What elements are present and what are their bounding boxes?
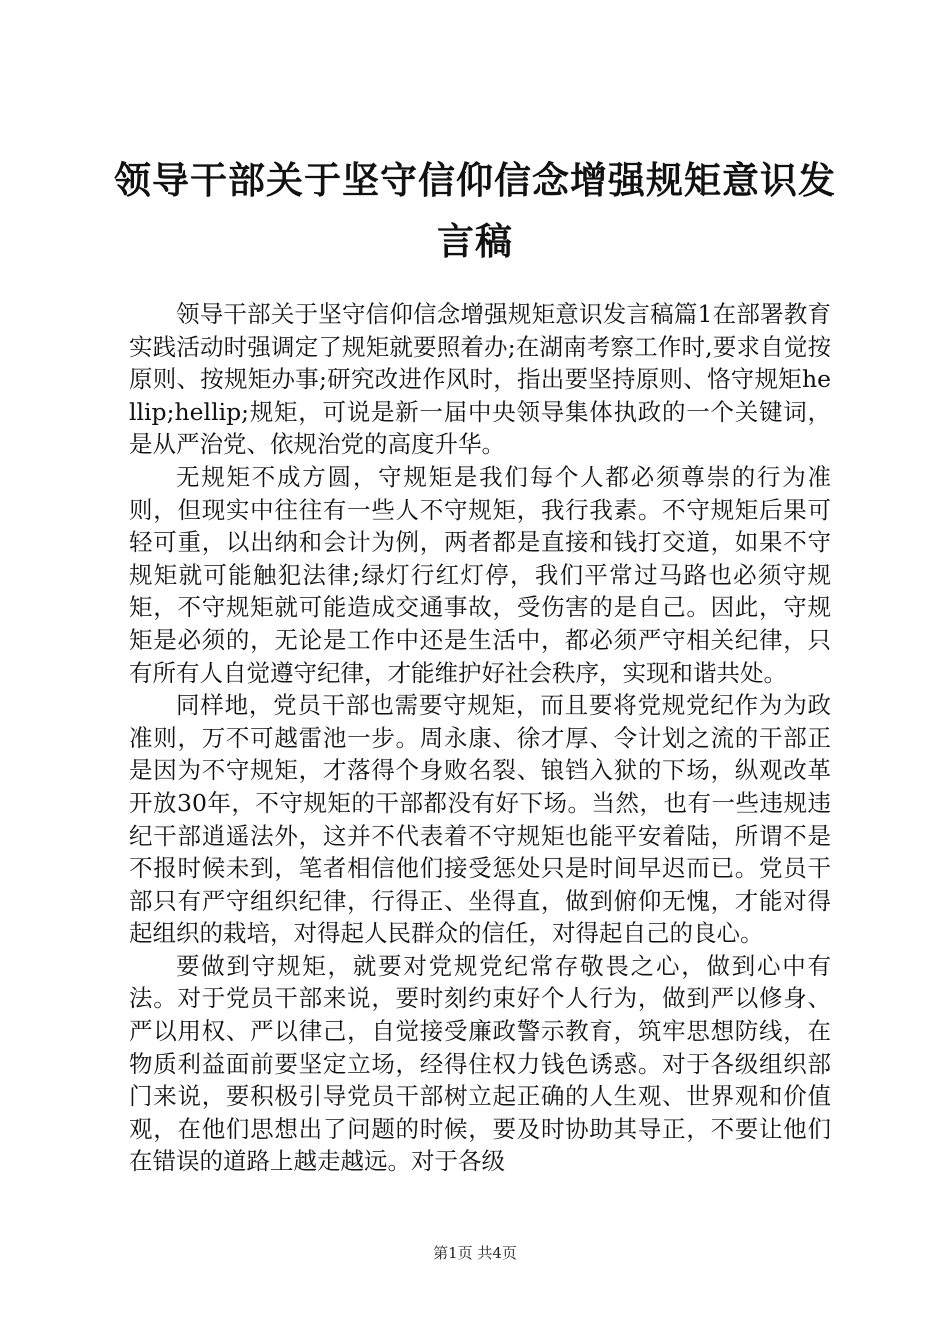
paragraph-1: 领导干部关于坚守信仰信念增强规矩意识发言稿篇1在部署教育实践活动时强调定了规矩就要照着办;在湖南考察工作时,要求自觉按原则、按规矩办事;研究改进作风时，指出要坚持原则、恪守规矩hellip;hellip;规矩，可说是新一届中央领导集体执政的一个关键词，是从严治党、依规治党的高度升华。 — [129, 300, 831, 459]
document-body — [129, 298, 831, 1178]
document-title: 领导干部关于坚守信仰信念增强规矩意识发言稿 — [114, 158, 836, 263]
page-number-footer: 第1页 共4页 — [433, 1244, 517, 1262]
paragraph-3: 同样地，党员干部也需要守规矩，而且要将党规党纪作为为政准则，万不可越雷池一步。周永康、徐才厚、令计划之流的干部正是因为不守规矩，才落得个身败名裂、锒铛入狱的下场，纵观改革开放30年，不守规矩的干部都没有好下场。当然，也有一些违规违纪干部逍遥法外，这并不代表着不守规矩也能平安着陆，所谓不是不报时候未到，笔者相信他们接受惩处只是时间早迟而已。党员干部只有严守组织纪律，行得正、坐得直，做到俯仰无愧，才能对得起组织的栽培，对得起人民群众的信任，对得起自己的良心。 — [129, 691, 831, 948]
paragraph-2: 无规矩不成方圆，守规矩是我们每个人都必须尊崇的行为准则，但现实中往往有一些人不守规矩，我行我素。不守规矩后果可轻可重，以出纳和会计为例，两者都是直接和钱打交道，如果不守规矩就可能触犯法律;绿灯行红灯停，我们平常过马路也必须守规矩，不守规矩就可能造成交通事故，受伤害的是自己。因此，守规矩是必须的，无论是工作中还是生活中，都必须严守相关纪律，只有所有人自觉遵守纪律，才能维护好社会秩序，实现和谐共处。 — [129, 462, 831, 687]
paragraph-4: 要做到守规矩，就要对党规党纪常存敬畏之心，做到心中有法。对于党员干部来说，要时刻约束好个人行为，做到严以修身、严以用权、严以律己，自觉接受廉政警示教育，筑牢思想防线，在物质利益面前要坚定立场，经得住权力钱色诱惑。对于各级组织部门来说，要积极引导党员干部树立起正确的人生观、世界观和价值观，在他们思想出了问题的时候，要及时协助其导正，不要让他们在错误的道路上越走越远。对于各级 — [129, 951, 831, 1176]
